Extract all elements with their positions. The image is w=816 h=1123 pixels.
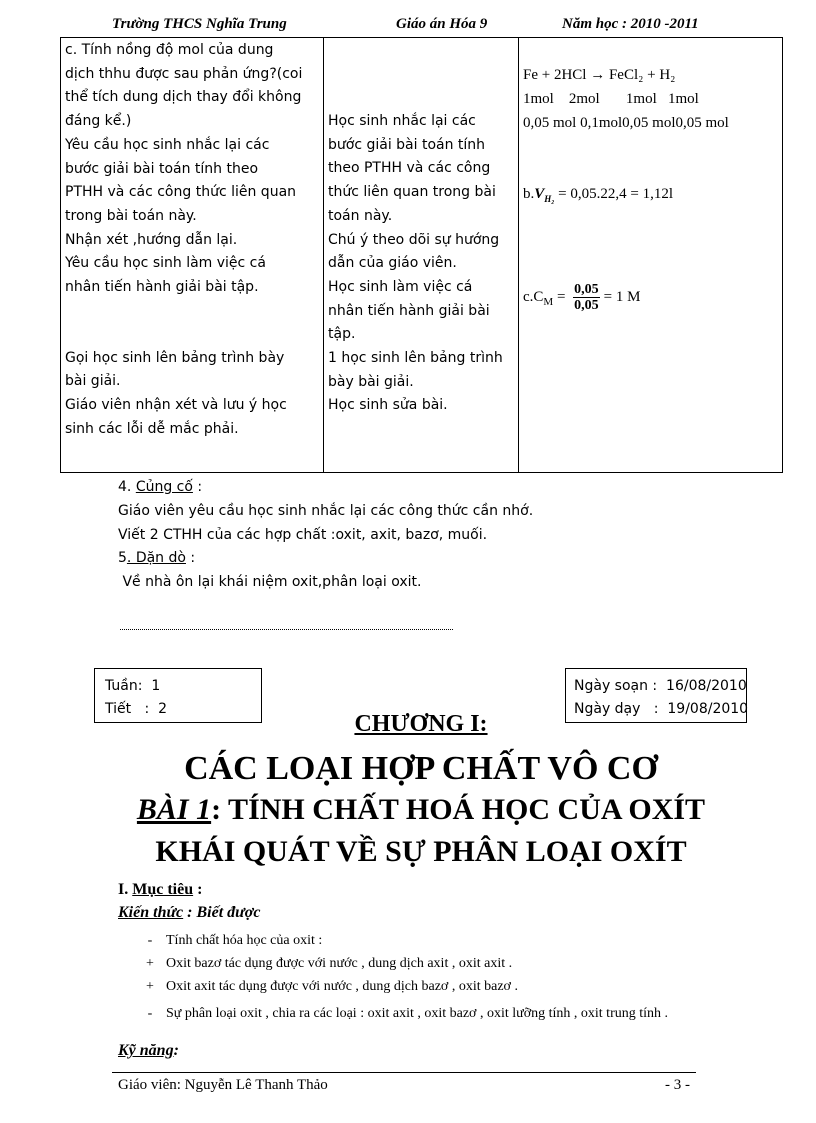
reactants: Fe + 2HCl [523,67,587,83]
volume-calc [523,182,779,211]
student-line: Học sinh làm việc cá [328,278,473,295]
teacher-line: Gọi học sinh lên bảng trình bày [65,349,285,366]
mole-ratio: 1mol 2mol 1mol 1mol [523,91,699,107]
page-footer [118,1077,696,1094]
knowledge-heading [118,904,260,922]
list-item [140,952,720,975]
lesson-label: BÀI 1 [136,793,212,826]
mole-values: 0,05 mol 0,1mol0,05 mol0,05 mol [523,115,729,131]
heading-number: I. [118,881,133,898]
header-school: Trường THCS Nghĩa Trung [112,16,287,32]
fraction [573,282,600,313]
teacher-line: bài giải. [65,373,121,390]
student-line: Chú ý theo dõi sự hướng [328,231,500,248]
heading-text: Mục tiêu [132,881,194,898]
bullet: + [146,956,154,971]
teacher-line: nhân tiến hành giải bài tập. [65,279,259,296]
lesson-subtitle: KHÁI QUÁT VỀ SỰ PHÂN LOẠI OXÍT [155,835,687,868]
student-line: toán này. [328,207,393,224]
teacher-line: Nhận xét ,hướng dẫn lại. [65,231,238,248]
student-line: bày bài giải. [328,373,414,390]
student-line: theo PTHH và các công [328,160,491,177]
teacher-line: Yêu cầu học sinh nhắc lại các [65,136,270,153]
list-item [140,1002,720,1025]
heading-text: Củng cố [135,479,193,495]
teacher-line: đáng kể.) [65,113,132,130]
skills-colon: : [173,1042,179,1059]
teacher-line: sinh các lỗi dễ mắc phải. [65,420,239,437]
item-text: Sự phân loại oxit , chia ra các loại : oxit axit , oxit bazơ , oxit lưỡng tính , oxit trung tính . [166,1006,669,1021]
heading-number: 5 [118,550,127,566]
student-activity-cell [324,37,519,473]
chapter-title: CÁC LOẠI HỢP CHẤT VÔ CƠ [184,750,658,787]
products: FeCl₂ + H₂ [608,67,676,83]
reaction-equation [523,63,779,87]
reaction-arrow: → [590,67,606,83]
student-line: nhân tiến hành giải bài [328,302,490,319]
period-label: Tiết : 2 [105,701,167,717]
heading-colon: : [193,881,203,898]
teacher-line: Giáo viên nhận xét và lưu ý học [65,397,287,414]
equals-sign: = [553,288,570,305]
bullet: + [146,979,154,994]
header-subject: Giáo án Hóa 9 [396,16,488,32]
student-line: dẫn của giáo viên. [328,255,457,272]
content-cell [519,37,783,473]
consolidation-heading [118,479,202,495]
item-text: Oxit bazơ tác dụng được với nước , dung dịch axit , oxit axit . [166,956,513,971]
skills-label: Kỹ năng [118,1042,174,1059]
lesson-title [60,793,782,827]
item-text: Tính chất hóa học của oxit : [166,933,323,948]
teacher-line: trong bài toán này. [65,207,197,224]
consolidation-line: Giáo viên yêu cầu học sinh nhắc lại các công thức cần nhớ. [118,503,534,519]
fraction-numerator: 0,05 [574,282,599,297]
teacher-line: bước giải bài toán tính theo [65,160,259,177]
student-line: 1 học sinh lên bảng trình [328,350,503,367]
student-line: thức liên quan trong bài [328,184,496,201]
lesson-title-text: : TÍNH CHẤT HOÁ HỌC CỦA OXÍT [211,793,706,826]
prep-date: Ngày soạn : 16/08/2010 [574,678,747,694]
volume-result: = 0,05.22,4 = 1,12l [554,186,673,202]
concentration-subscript: M [543,295,554,308]
teacher-line: Yêu cầu học sinh làm việc cá [65,255,266,272]
volume-symbol: V [534,186,545,202]
part-c-label: c.C [523,288,544,305]
student-line: tập. [328,326,356,343]
concentration-calc [523,282,779,314]
knowledge-rest: : Biết được [183,904,261,921]
lesson-table [60,37,783,473]
header-year: Năm học : 2010 -2011 [562,16,699,32]
footer-divider [112,1072,696,1073]
bullet: - [147,1006,153,1021]
page-number: - 3 - [665,1077,690,1093]
teacher-line: thể tích dung dịch thay đổi không [65,89,302,106]
homework-heading [118,550,195,566]
heading-text: . Dặn dò [126,550,186,566]
part-b-label: b. [523,186,535,202]
objective-list [140,929,720,1025]
teacher-activity-cell [61,37,324,473]
skills-heading [118,1042,179,1060]
item-text: Oxit axit tác dụng được với nước , dung dịch bazơ , oxit bazơ . [166,979,518,994]
volume-subscript: H₂ [544,194,555,204]
chapter-label: CHƯƠNG I: [354,711,488,737]
student-line: bước giải bài toán tính [328,136,486,153]
heading-colon: : [192,479,203,495]
knowledge-label: Kiến thức [118,904,184,921]
teach-date: Ngày dạy : 19/08/2010 [574,701,749,717]
fraction-denominator: 0,05 [574,298,599,313]
teacher-line: c. Tính nồng độ mol của dung [65,42,274,58]
footer-teacher: Giáo viên: Nguyễn Lê Thanh Thảo [118,1077,328,1093]
concentration-result: = 1 M [603,288,641,305]
week-label: Tuần: 1 [105,678,161,694]
heading-colon: : [185,550,196,566]
teacher-line: dịch thhu được sau phản ứng?(coi [65,65,303,82]
student-line: Học sinh sửa bài. [328,397,448,414]
list-item [140,929,720,952]
page-header [112,16,726,36]
objectives-heading [118,881,202,899]
student-line: Học sinh nhắc lại các [328,113,476,129]
teacher-line: PTHH và các công thức liên quan [65,184,297,201]
dotted-separator [120,629,453,630]
heading-number: 4. [118,479,136,495]
bullet: - [147,933,153,948]
homework-line: Về nhà ôn lại khái niệm oxit,phân loại oxit. [118,574,422,590]
list-item [140,975,720,998]
consolidation-line: Viết 2 CTHH của các hợp chất :oxit, axit, bazơ, muối. [118,527,488,543]
